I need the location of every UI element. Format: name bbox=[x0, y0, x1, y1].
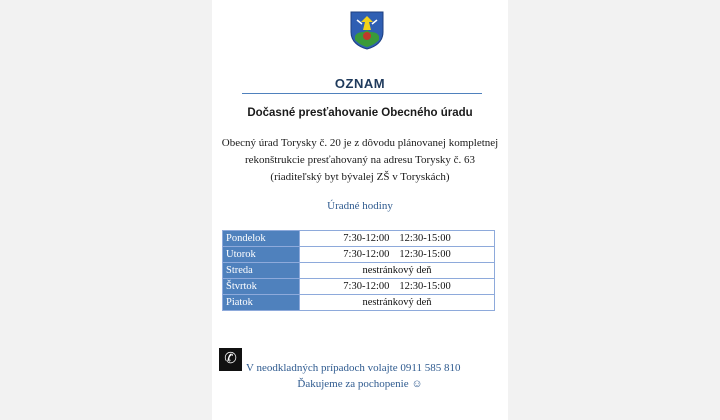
page-title: OZNAM bbox=[334, 76, 386, 91]
day-cell: Piatok bbox=[223, 295, 300, 311]
body-line: rekonštrukcie presťahovaný na adresu Torysky č. 63 bbox=[244, 154, 476, 166]
afternoon-hours: 12:30-15:00 bbox=[399, 281, 451, 292]
body-line: Obecný úrad Torysky č. 20 je z dôvodu plánovanej kompletnej bbox=[221, 137, 499, 149]
afternoon-hours: 12:30-15:00 bbox=[399, 249, 451, 260]
notice-body bbox=[212, 135, 508, 186]
hours-cell: nestránkový deň bbox=[300, 295, 495, 311]
day-cell: Streda bbox=[223, 263, 300, 279]
day-cell: Štvrtok bbox=[223, 279, 300, 295]
day-cell: Utorok bbox=[223, 247, 300, 263]
thank-you-note: Ďakujeme za pochopenie ☺ bbox=[297, 378, 423, 390]
table-row bbox=[223, 263, 495, 279]
notice-subtitle: Dočasné presťahovanie Obecného úradu bbox=[247, 107, 473, 119]
phone-icon: ✆ bbox=[219, 348, 242, 371]
table-row bbox=[223, 279, 495, 295]
urgent-contact: V neodkladných prípadoch volajte 0911 585 810 bbox=[246, 362, 461, 374]
body-line: (riaditeľský byt bývalej ZŠ v Toryskách) bbox=[270, 171, 450, 183]
hours-cell bbox=[300, 247, 495, 263]
hours-cell: nestránkový deň bbox=[300, 263, 495, 279]
hours-cell bbox=[300, 231, 495, 247]
notice-page bbox=[212, 0, 508, 420]
title-divider bbox=[242, 93, 482, 94]
day-cell: Pondelok bbox=[223, 231, 300, 247]
table-row bbox=[223, 231, 495, 247]
office-hours-table bbox=[222, 230, 495, 311]
morning-hours: 7:30-12:00 bbox=[343, 281, 390, 292]
table-row bbox=[223, 247, 495, 263]
afternoon-hours: 12:30-15:00 bbox=[399, 233, 451, 244]
morning-hours: 7:30-12:00 bbox=[343, 233, 390, 244]
hours-cell bbox=[300, 279, 495, 295]
morning-hours: 7:30-12:00 bbox=[343, 249, 390, 260]
table-row bbox=[223, 295, 495, 311]
office-hours-heading: Úradné hodiny bbox=[327, 200, 393, 212]
coat-of-arms-icon bbox=[349, 10, 385, 50]
